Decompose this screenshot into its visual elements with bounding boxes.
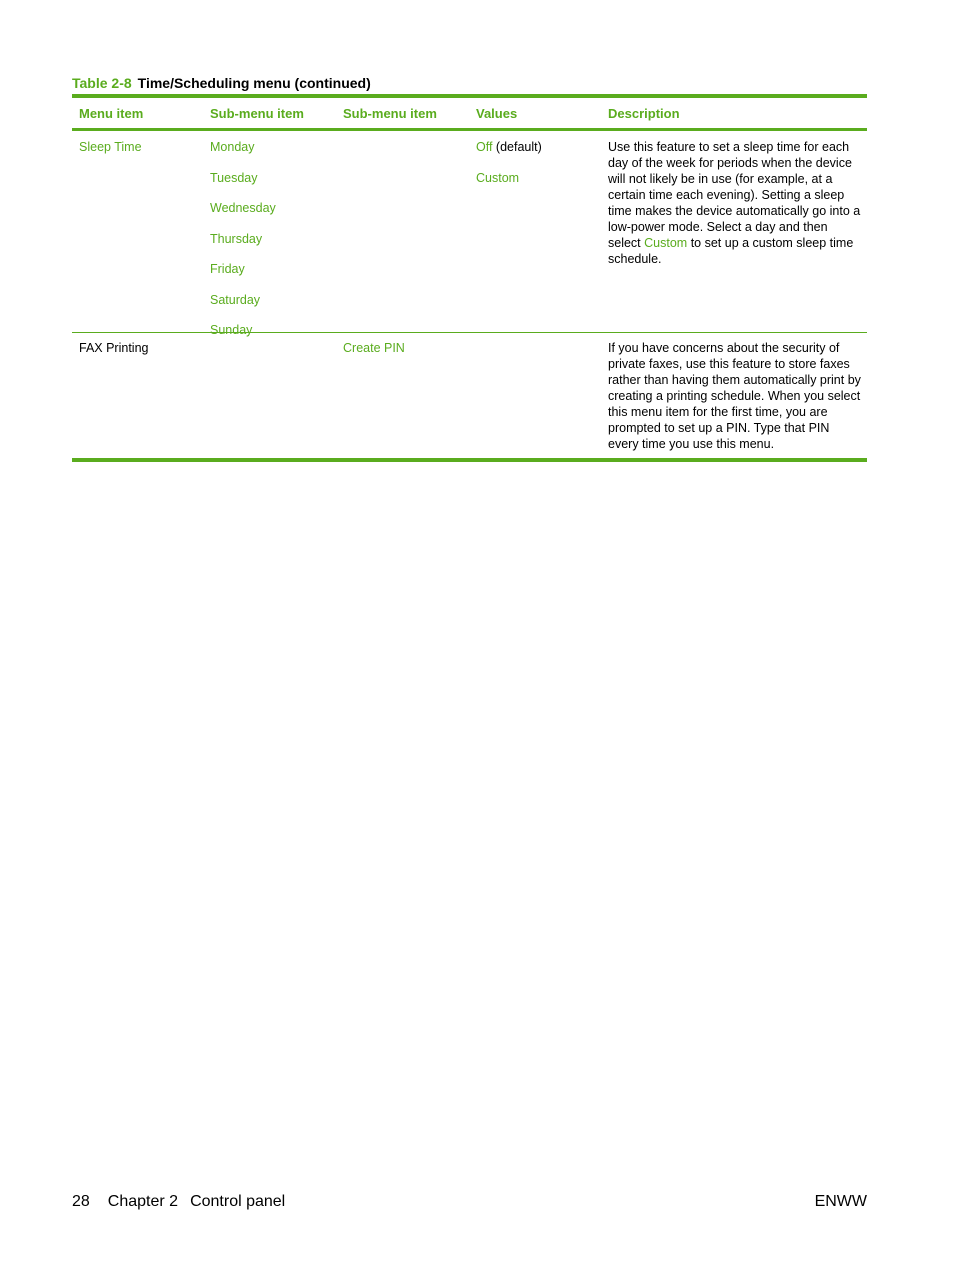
- submenu-saturday[interactable]: Saturday: [210, 292, 261, 307]
- page-number: 28: [72, 1193, 90, 1210]
- table-number: Table 2-8: [72, 75, 132, 91]
- table-row: [72, 333, 867, 458]
- submenu-wednesday[interactable]: Wednesday: [210, 201, 276, 215]
- header-sub-menu-item-2: Sub-menu item: [343, 105, 437, 121]
- fax-printing-description: If you have concerns about the security of private faxes, use this feature to store faxes rather than having them automatically print by creating a printing schedule. When you select this menu item for the first time, you are prompted to set up a PIN. Type that PIN every time you use this menu.: [608, 341, 861, 451]
- table-title: Time/Scheduling menu (continued): [137, 75, 371, 91]
- menu-item-fax-printing: FAX Printing: [79, 341, 149, 355]
- time-scheduling-table: [72, 94, 867, 462]
- submenu-tuesday[interactable]: Tuesday: [210, 170, 258, 185]
- submenu-thursday[interactable]: Thursday: [210, 231, 263, 246]
- table-header-row: [72, 98, 867, 128]
- sleep-time-description: Use this feature to set a sleep time for each day of the week for periods when the device will not likely be in use (for example, at a certain time each evening). Setting a sleep time makes the device automatically go into a low-power mode. Select a day and then select Custom to set up a custom sleep time schedule.: [608, 140, 861, 266]
- value-custom[interactable]: Custom: [476, 170, 520, 185]
- value-off-note: (default): [492, 140, 542, 154]
- header-sub-menu-item-1: Sub-menu item: [210, 105, 304, 121]
- menu-item-sleep-time[interactable]: Sleep Time: [79, 140, 142, 154]
- description-custom-link[interactable]: Custom: [644, 236, 688, 250]
- section-label: Control panel: [190, 1193, 286, 1210]
- page-footer-right: ENWW: [814, 1193, 867, 1210]
- submenu-monday[interactable]: Monday: [210, 140, 255, 154]
- chapter-label: Chapter 2: [107, 1193, 179, 1210]
- page-footer-left: [72, 1193, 285, 1211]
- table-bottom-rule: [72, 458, 867, 462]
- submenu-create-pin[interactable]: Create PIN: [343, 341, 405, 355]
- header-menu-item: Menu item: [79, 105, 144, 121]
- header-description: Description: [608, 105, 680, 121]
- table-row: [72, 131, 867, 337]
- submenu-sunday[interactable]: Sunday: [210, 323, 253, 337]
- value-off[interactable]: Off: [476, 140, 493, 154]
- header-values: Values: [476, 105, 518, 121]
- table-caption: [72, 75, 371, 91]
- sleep-time-values: [470, 139, 603, 200]
- sleep-time-days: [204, 139, 337, 353]
- submenu-friday[interactable]: Friday: [210, 262, 245, 276]
